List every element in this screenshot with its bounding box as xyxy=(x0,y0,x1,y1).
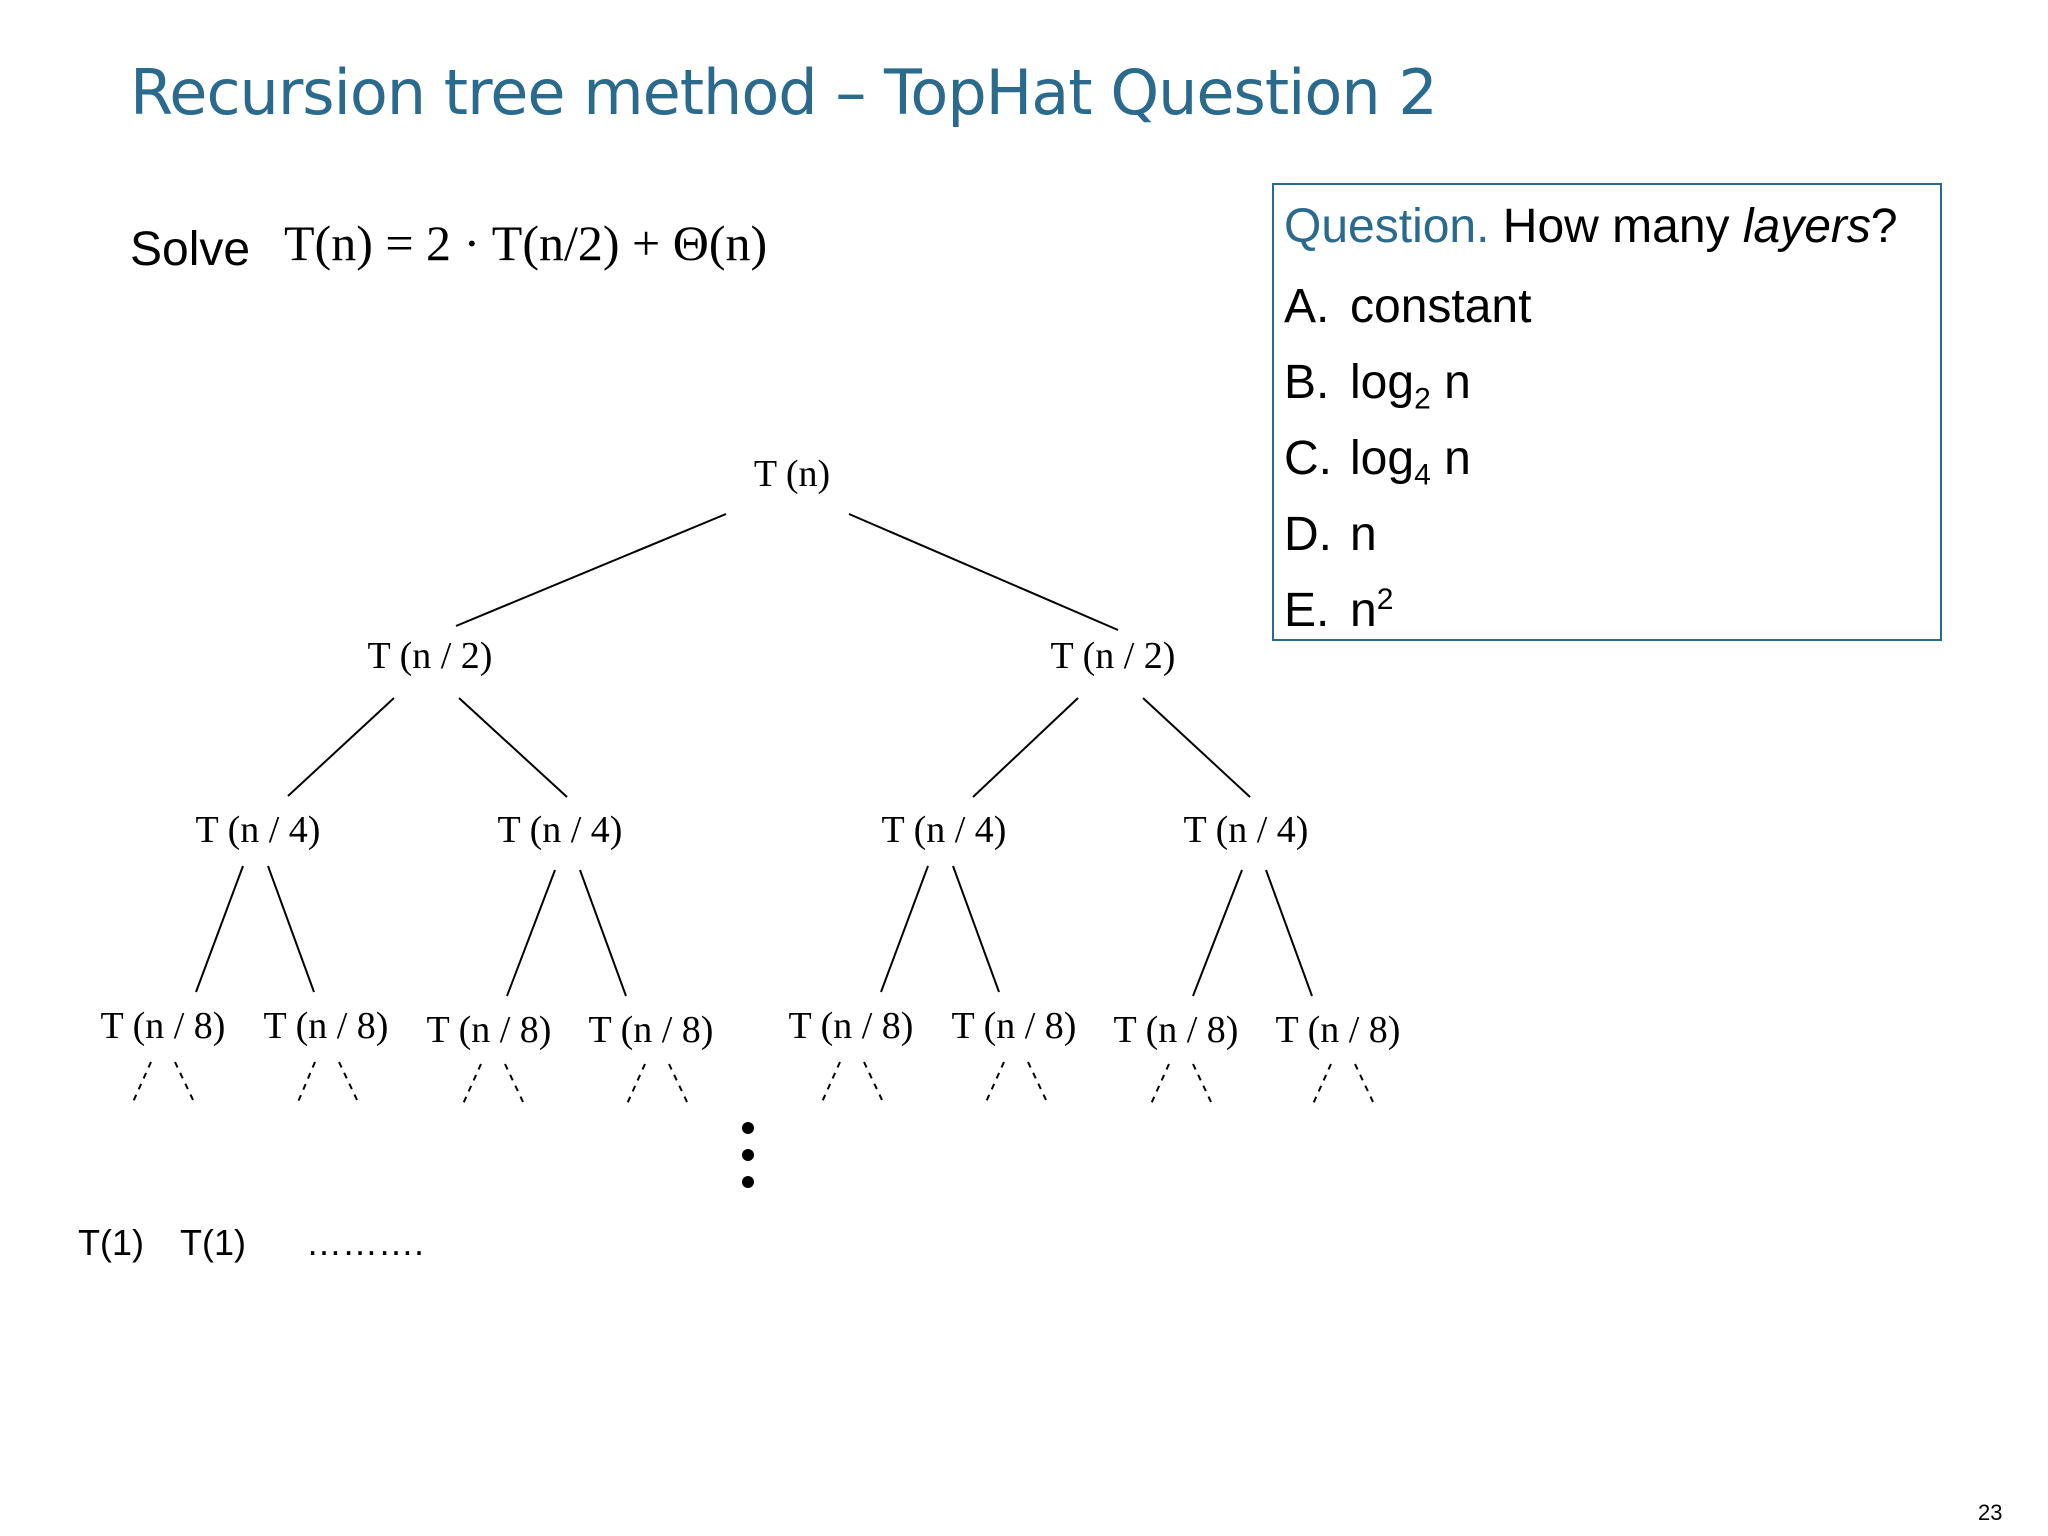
option-text: log xyxy=(1350,432,1415,485)
question-emphasis: layers xyxy=(1742,200,1871,253)
tree-edge xyxy=(973,698,1078,797)
tree-node-n2: T (n / 2) xyxy=(1050,635,1176,677)
ellipsis-dot xyxy=(742,1149,754,1161)
question-lead: Question. xyxy=(1284,200,1490,253)
tree-edges xyxy=(196,514,1312,996)
option-superscript: 2 xyxy=(1376,583,1394,616)
tree-edge xyxy=(1266,870,1312,996)
option-letter: D. xyxy=(1284,508,1332,561)
tree-node-n4: T (n / 4) xyxy=(497,809,623,851)
dashed-edge xyxy=(1313,1064,1331,1104)
tree-node-n4: T (n / 4) xyxy=(195,809,321,851)
dashed-edge xyxy=(986,1062,1004,1102)
solve-label: Solve xyxy=(130,223,251,276)
dashed-edge xyxy=(1355,1064,1374,1104)
tree-edge xyxy=(580,870,626,996)
question-text-before: How many xyxy=(1489,200,1743,253)
dashed-edge xyxy=(669,1064,688,1104)
tree-node-n2: T (n / 2) xyxy=(367,635,493,677)
dashed-edge xyxy=(822,1062,840,1102)
ellipsis-dot xyxy=(742,1176,754,1188)
tree-edge xyxy=(849,514,1118,630)
option-tail: n xyxy=(1430,432,1471,485)
dashed-edge xyxy=(339,1062,358,1102)
dashed-edge xyxy=(1151,1064,1169,1104)
option-letter: B. xyxy=(1284,356,1330,409)
tree-node-n8: T (n / 8) xyxy=(1275,1009,1401,1051)
recurrence-equation: T(n) = 2 · T(n/2) + Θ(n) xyxy=(284,215,768,271)
tree-edge xyxy=(196,866,243,992)
tree-edge xyxy=(1143,698,1250,797)
dashed-edge xyxy=(1028,1062,1047,1102)
leaf-ellipsis: ………. xyxy=(306,1222,425,1263)
tree-node-n8: T (n / 8) xyxy=(426,1009,552,1051)
tree-edge xyxy=(288,698,394,796)
dashed-edge xyxy=(175,1062,194,1102)
option-letter: C. xyxy=(1284,432,1332,485)
tree-node-n8: T (n / 8) xyxy=(263,1005,389,1047)
tree-edge xyxy=(268,866,314,992)
option-letter: E. xyxy=(1284,584,1330,637)
option-subscript: 4 xyxy=(1414,458,1431,492)
tree-node-n4: T (n / 4) xyxy=(881,809,1007,851)
vertical-ellipsis xyxy=(742,1122,754,1188)
tree-node-n8: T (n / 8) xyxy=(1113,1009,1239,1051)
tree-node-n8: T (n / 8) xyxy=(588,1009,714,1051)
dashed-edge xyxy=(133,1062,151,1102)
page-number: 23 xyxy=(1978,1500,2003,1525)
tree-edge xyxy=(507,870,555,996)
leaf-node: T(1) xyxy=(78,1222,144,1263)
leaf-node: T(1) xyxy=(180,1222,246,1263)
option-text: n xyxy=(1350,584,1377,637)
dashed-edge xyxy=(864,1062,883,1102)
question-text-after: ? xyxy=(1870,200,1898,253)
ellipsis-dot xyxy=(742,1122,754,1134)
option-text: constant xyxy=(1350,280,1532,333)
dashed-edge xyxy=(463,1064,481,1104)
tree-node-n8: T (n / 8) xyxy=(951,1005,1077,1047)
dashed-edge xyxy=(627,1064,645,1104)
tree-edge xyxy=(881,866,928,992)
slide-title: Recursion tree method – TopHat Question 2 xyxy=(130,56,1437,129)
dashed-edge xyxy=(298,1062,315,1102)
tree-node-root: T (n) xyxy=(753,453,831,495)
tree-edge xyxy=(459,698,567,797)
tree-edge xyxy=(1193,870,1242,996)
option-letter: A. xyxy=(1284,280,1330,333)
option-tail: n xyxy=(1430,356,1471,409)
option-subscript: 2 xyxy=(1414,382,1431,416)
tree-node-n8: T (n / 8) xyxy=(100,1005,226,1047)
tree-continuation-edges xyxy=(133,1062,1374,1104)
dashed-edge xyxy=(505,1064,524,1104)
tree-node-n8: T (n / 8) xyxy=(788,1005,914,1047)
dashed-edge xyxy=(1193,1064,1212,1104)
option-text: log xyxy=(1350,356,1415,409)
option-text: n xyxy=(1350,508,1377,561)
tree-edge xyxy=(953,866,999,992)
tree-node-n4: T (n / 4) xyxy=(1183,809,1309,851)
tree-edge xyxy=(456,514,726,626)
